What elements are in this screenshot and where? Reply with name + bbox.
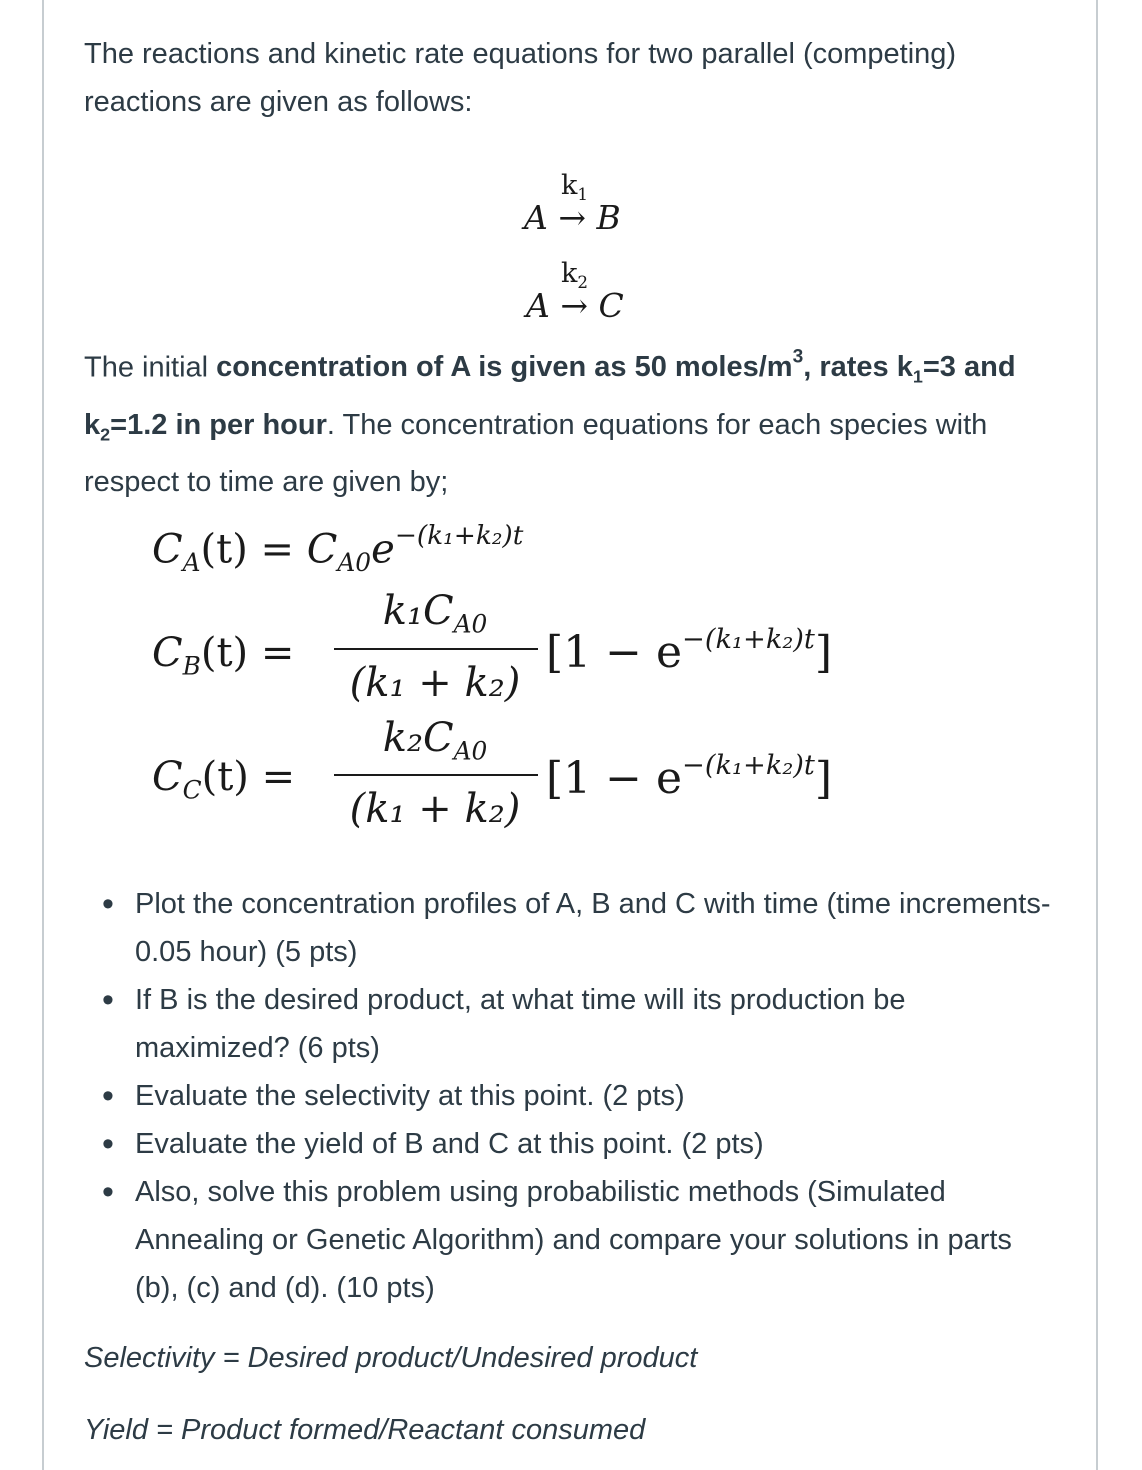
equation-cb-bracket: $[1 - e^{-(k_1+k_2)t}]$ xyxy=(546,624,833,679)
equation-cc-numerator: $k_2C_{A0}$ xyxy=(382,715,488,766)
reaction-1-equation: A → B xyxy=(524,198,621,237)
content xyxy=(84,30,1074,126)
yield-definition: Yield = Product formed/Reactant consumed xyxy=(84,1414,646,1446)
rate-label-1: $k_1$ xyxy=(561,170,589,204)
equation-cb-fraction-bar xyxy=(334,648,538,650)
reaction-2-equation: A → C xyxy=(526,286,624,325)
initial-conditions: The initial concentration of A is given as 50 moles/$m^3$, rates $k_1=3$ and $k_2=1.2$ in per hour. The concentration equations for each species with respect to time are given by; xyxy=(84,347,1016,498)
equation-cc-bracket: $[1 - e^{-(k_1+k_2)t}]$ xyxy=(546,750,833,805)
equation-ca: $C_A(t) = C_{A0}e^{-(k_1+k_2)t}$ xyxy=(152,520,524,578)
equation-cb-lhs: $C_B(t)$ = xyxy=(152,630,295,681)
reaction-2 xyxy=(0,258,1142,328)
equation-cb-denominator: (k₁ + k₂) xyxy=(349,660,521,706)
initial-values: concentration of A is given as 50 moles/$m^3$, rates $k_1=3$ and $k_2=1.2$ in per hour xyxy=(84,347,1016,444)
equation-cb-numerator: $k_1C_{A0}$ xyxy=(382,588,488,639)
intro-text: The reactions and kinetic rate equations for two parallel (competing) reactions are given as follows: xyxy=(84,38,957,118)
list-item: • Plot the concentration profiles of A, B and C with time (time increments-0.05 hour) (5 pts) xyxy=(100,880,1060,976)
question-list xyxy=(100,880,1060,1312)
equation-cc-lhs: $C_C(t)$ = xyxy=(152,754,296,805)
list-item: • If B is the desired product, at what time will its production be maximized? (6 pts) xyxy=(100,976,1060,1072)
list-item: • Evaluate the yield of B and C at this point. (2 pts) xyxy=(100,1120,1060,1168)
selectivity-definition: Selectivity = Desired product/Undesired product xyxy=(84,1342,698,1374)
equation-cc-denominator: (k₁ + k₂) xyxy=(349,786,521,832)
rate-label-2: $k_2$ xyxy=(561,258,589,292)
reaction-1 xyxy=(0,170,1142,240)
list-item: • Evaluate the selectivity at this point. (2 pts) xyxy=(100,1072,1060,1120)
equation-cc-fraction-bar xyxy=(334,774,538,776)
list-item: • Also, solve this problem using probabilistic methods (Simulated Annealing or Genetic Algorithm) and compare your solutions in parts (b), (c) and (d). (10 pts) xyxy=(100,1168,1060,1312)
